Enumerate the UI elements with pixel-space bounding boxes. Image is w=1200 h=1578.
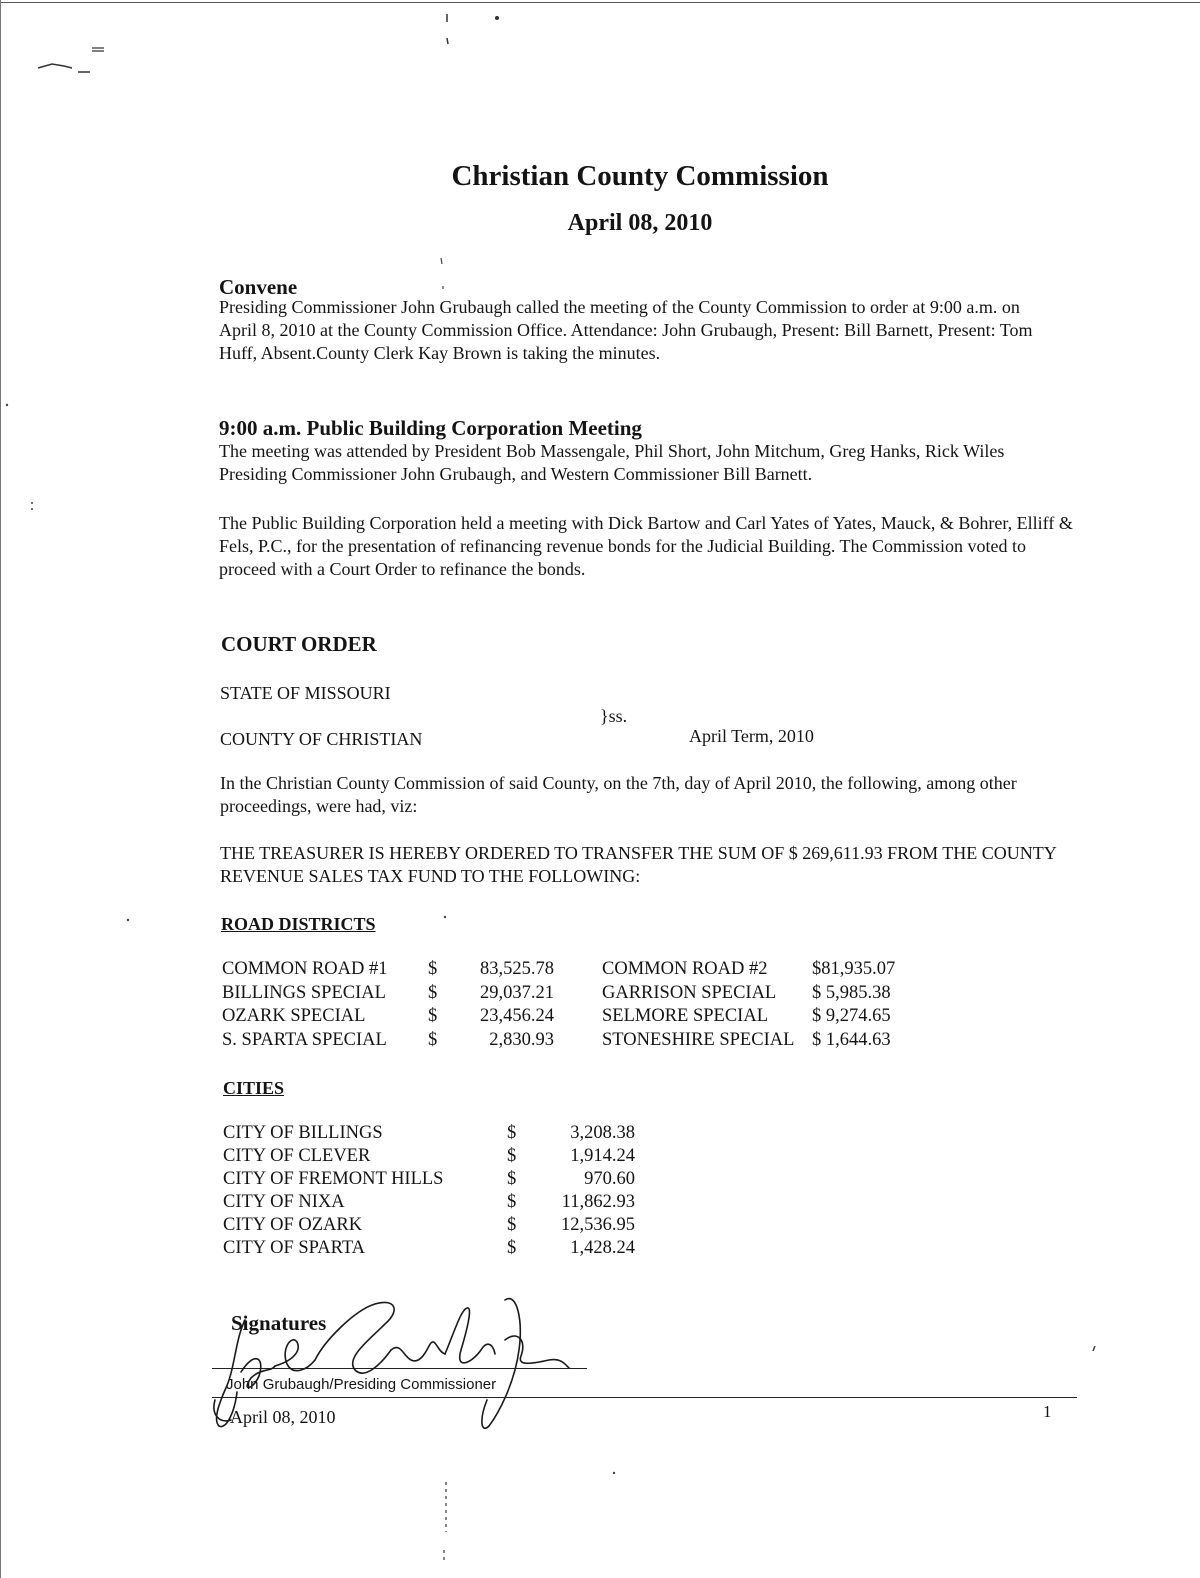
state-line: STATE OF MISSOURI [220, 683, 391, 703]
road-district-amount: 2,830.93 [489, 1029, 554, 1050]
road-districts-heading: ROAD DISTRICTS [221, 914, 376, 934]
city-name: CITY OF OZARK [223, 1215, 363, 1235]
city-amount: 3,208.38 [570, 1123, 635, 1143]
term-line: April Term, 2010 [689, 726, 814, 746]
city-row [223, 1237, 635, 1260]
road-district-amount: $ 1,644.63 [812, 1029, 891, 1050]
road-district-name: BILLINGS SPECIAL [222, 982, 386, 1003]
city-name: CITY OF FREMONT HILLS [223, 1169, 444, 1189]
city-row [223, 1145, 635, 1168]
pbc-summary-paragraph: The Public Building Corporation held a meeting with Dick Bartow and Carl Yates of Yates, Mauck, & Bohrer, Elliff & Fels, P.C., for the presentation of refinancing revenue bonds for the Judicial Building. The Commission voted to proceed with a Court Order to refinance the bonds. [219, 513, 1073, 579]
convene-heading: Convene [219, 275, 298, 299]
currency-symbol: $ [428, 1006, 438, 1027]
road-district-amount: 29,037.21 [480, 982, 554, 1003]
road-district-name: SELMORE SPECIAL [602, 1006, 769, 1027]
county-line: COUNTY OF CHRISTIAN [220, 729, 423, 749]
cities-table [223, 1122, 635, 1260]
spacer [554, 1029, 602, 1053]
document-title: Christian County Commission [451, 160, 829, 192]
signature-date: April 08, 2010 [230, 1407, 336, 1427]
document-date: April 08, 2010 [567, 210, 713, 236]
currency-symbol: $ [428, 982, 438, 1003]
currency-symbol: $ [507, 1169, 517, 1189]
currency-symbol: $ [507, 1238, 517, 1258]
cities-heading: CITIES [223, 1078, 285, 1098]
road-district-amount: 23,456.24 [480, 1006, 554, 1027]
city-amount: 970.60 [584, 1169, 635, 1189]
currency-symbol: $ [428, 959, 438, 980]
city-row [223, 1191, 635, 1214]
currency-symbol: $ [507, 1146, 517, 1166]
city-row [223, 1168, 635, 1191]
currency-symbol: $ [507, 1215, 517, 1235]
road-district-name: COMMON ROAD #1 [222, 959, 388, 980]
road-district-amount: $ 5,985.38 [812, 982, 891, 1003]
court-order-preamble: In the Christian County Commission of said County, on the 7th, day of April 2010, the following, among other proceedings, were had, viz: [220, 773, 1017, 816]
city-amount: 12,536.95 [561, 1215, 635, 1235]
road-districts-table [222, 958, 912, 1052]
signer-name: John Grubaugh/Presiding Commissioner [226, 1376, 497, 1393]
road-district-name: OZARK SPECIAL [222, 1006, 366, 1027]
signatures-heading: Signatures [231, 1311, 327, 1335]
city-name: CITY OF CLEVER [223, 1146, 371, 1166]
city-amount: 1,428.24 [570, 1238, 635, 1258]
city-name: CITY OF BILLINGS [223, 1123, 383, 1143]
road-district-row [222, 982, 912, 1006]
road-district-name: STONESHIRE SPECIAL [602, 1029, 795, 1050]
city-amount: 1,914.24 [570, 1146, 635, 1166]
road-district-amount: $81,935.07 [812, 959, 896, 980]
pbc-attendance-paragraph: The meeting was attended by President Bob Massengale, Phil Short, John Mitchum, Greg Hanks, Rick Wiles Presiding Commissioner John Grubaugh, and Western Commissioner Bill Barnett. [219, 441, 1005, 484]
road-district-row [222, 958, 912, 982]
road-district-name: COMMON ROAD #2 [602, 959, 768, 980]
road-district-amount: $ 9,274.65 [812, 1006, 891, 1027]
spacer [554, 1005, 602, 1029]
ss-mark: }ss. [600, 706, 628, 726]
court-order-heading: COURT ORDER [221, 632, 377, 656]
spacer [554, 958, 602, 982]
spacer [554, 982, 602, 1006]
road-district-row [222, 1029, 912, 1053]
city-row [223, 1214, 635, 1237]
handwritten-signature [205, 1280, 595, 1440]
road-district-name: S. SPARTA SPECIAL [222, 1029, 387, 1050]
currency-symbol: $ [428, 1029, 438, 1050]
road-district-amount: 83,525.78 [480, 959, 554, 980]
city-amount: 11,862.93 [561, 1192, 635, 1212]
convene-paragraph: Presiding Commissioner John Grubaugh called the meeting of the County Commission to order at 9:00 a.m. on April 8, 2010 at the County Commission Office. Attendance: John Grubaugh, Present: Bill Barnett, Present: Tom Huff, Absent.County Clerk Kay Brown is taking the minutes. [219, 297, 1033, 363]
page-number: 1 [1043, 1402, 1052, 1421]
pbc-meeting-heading: 9:00 a.m. Public Building Corporation Meeting [219, 416, 642, 440]
city-row [223, 1122, 635, 1145]
city-name: CITY OF SPARTA [223, 1238, 366, 1258]
road-district-row [222, 1005, 912, 1029]
city-name: CITY OF NIXA [223, 1192, 345, 1212]
currency-symbol: $ [507, 1123, 517, 1143]
treasurer-order: THE TREASURER IS HEREBY ORDERED TO TRANSFER THE SUM OF $ 269,611.93 FROM THE COUNTY REVENUE SALES TAX FUND TO THE FOLLOWING: [220, 843, 1057, 886]
road-district-name: GARRISON SPECIAL [602, 982, 777, 1003]
currency-symbol: $ [507, 1192, 517, 1212]
